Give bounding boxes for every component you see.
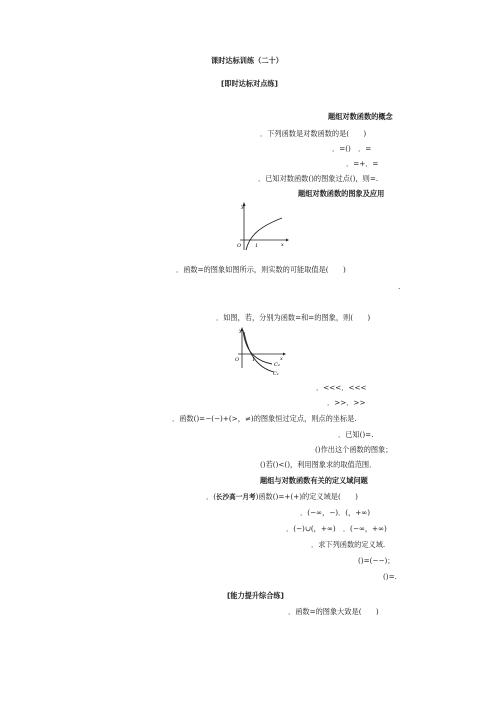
question-1-options-ab: ．=() ．=	[332, 144, 372, 153]
graph-1-x-label: x	[281, 242, 284, 248]
graph-1-x-arrow	[286, 239, 289, 242]
graph-2-tick-label: 1	[252, 357, 256, 363]
question-8: ．求下列函数的定义域.	[311, 540, 386, 549]
graph-1	[226, 200, 290, 252]
question-7-source: 长沙高一月考	[216, 493, 256, 501]
page-title: 课时达标训练（二十）	[211, 56, 283, 65]
question-1: ．下列函数是对数函数的是( )	[260, 129, 367, 138]
question-7-prefix: ．(	[206, 492, 216, 501]
graph-2-origin-label: O	[235, 357, 240, 363]
topic-2-heading: 题组对数函数的图象及应用	[298, 189, 385, 198]
section-ability-practice: [能力提升综合练]	[227, 591, 284, 600]
graph-2-y-label: y	[239, 328, 242, 334]
graph-1-y-label: y	[241, 204, 244, 210]
question-4-options-1: ．<<<．<<<	[316, 383, 367, 392]
question-7-options-2: ．(−)∪(，+∞) ．(−∞，+∞)	[286, 524, 387, 533]
question-4-options-2: ．>>．>>	[327, 398, 366, 407]
graph-2-x-label: x	[280, 356, 283, 362]
question-7-options-1: ．(−∞，−)．(，+∞)	[300, 508, 371, 517]
graph-1-svg	[226, 200, 290, 252]
question-7	[206, 493, 358, 501]
graph-1-tick-label: 1	[255, 243, 259, 249]
question-6-part-1: ()作出这个函数的图象；	[315, 445, 393, 454]
question-6-part-2: ()若()<()，利用图象求的取值范围．	[260, 460, 377, 469]
graph-2-curve-c2	[243, 330, 272, 364]
question-8-part-2: ()=.	[383, 572, 397, 581]
graph-2-svg	[228, 324, 290, 380]
graph-1-origin-label: O	[237, 243, 242, 249]
graph-2-c2-label: C₂	[274, 362, 280, 368]
question-2: ．已知对数函数()的图象过点()，则=.	[258, 174, 379, 183]
question-3-dot: .	[398, 282, 401, 291]
question-8-part-1: ()=(−−)；	[358, 556, 395, 565]
graph-2-c1-label: C₁	[273, 371, 279, 377]
question-5: ．函数()=−(−)+(>，≠)的图象恒过定点，则点的坐标是.	[172, 414, 357, 423]
graph-2	[228, 324, 290, 380]
topic-1-heading: 题组对数函数的概念	[328, 112, 393, 121]
graph-2-x-arrow	[283, 353, 286, 356]
question-1-options-cd: ．=+．=	[346, 159, 379, 168]
section-instant-practice: [即时达标对点练]	[221, 79, 278, 88]
question-3: ．函数=的图象如图所示，则实数的可能取值是( )	[176, 265, 346, 274]
question-9: ．函数=的图象大致是( )	[288, 607, 379, 616]
graph-1-curve	[246, 218, 282, 250]
question-4: ．如图，若，分别为函数=和=的图象，则( )	[216, 313, 371, 322]
topic-3-heading: 题组与对数函数有关的定义域问题	[260, 476, 368, 485]
graph-2-curve-c1	[244, 332, 274, 372]
question-6: ．已知()=.	[338, 430, 374, 439]
question-7-main: )函数()=+(+)的定义域是( )	[255, 492, 358, 501]
